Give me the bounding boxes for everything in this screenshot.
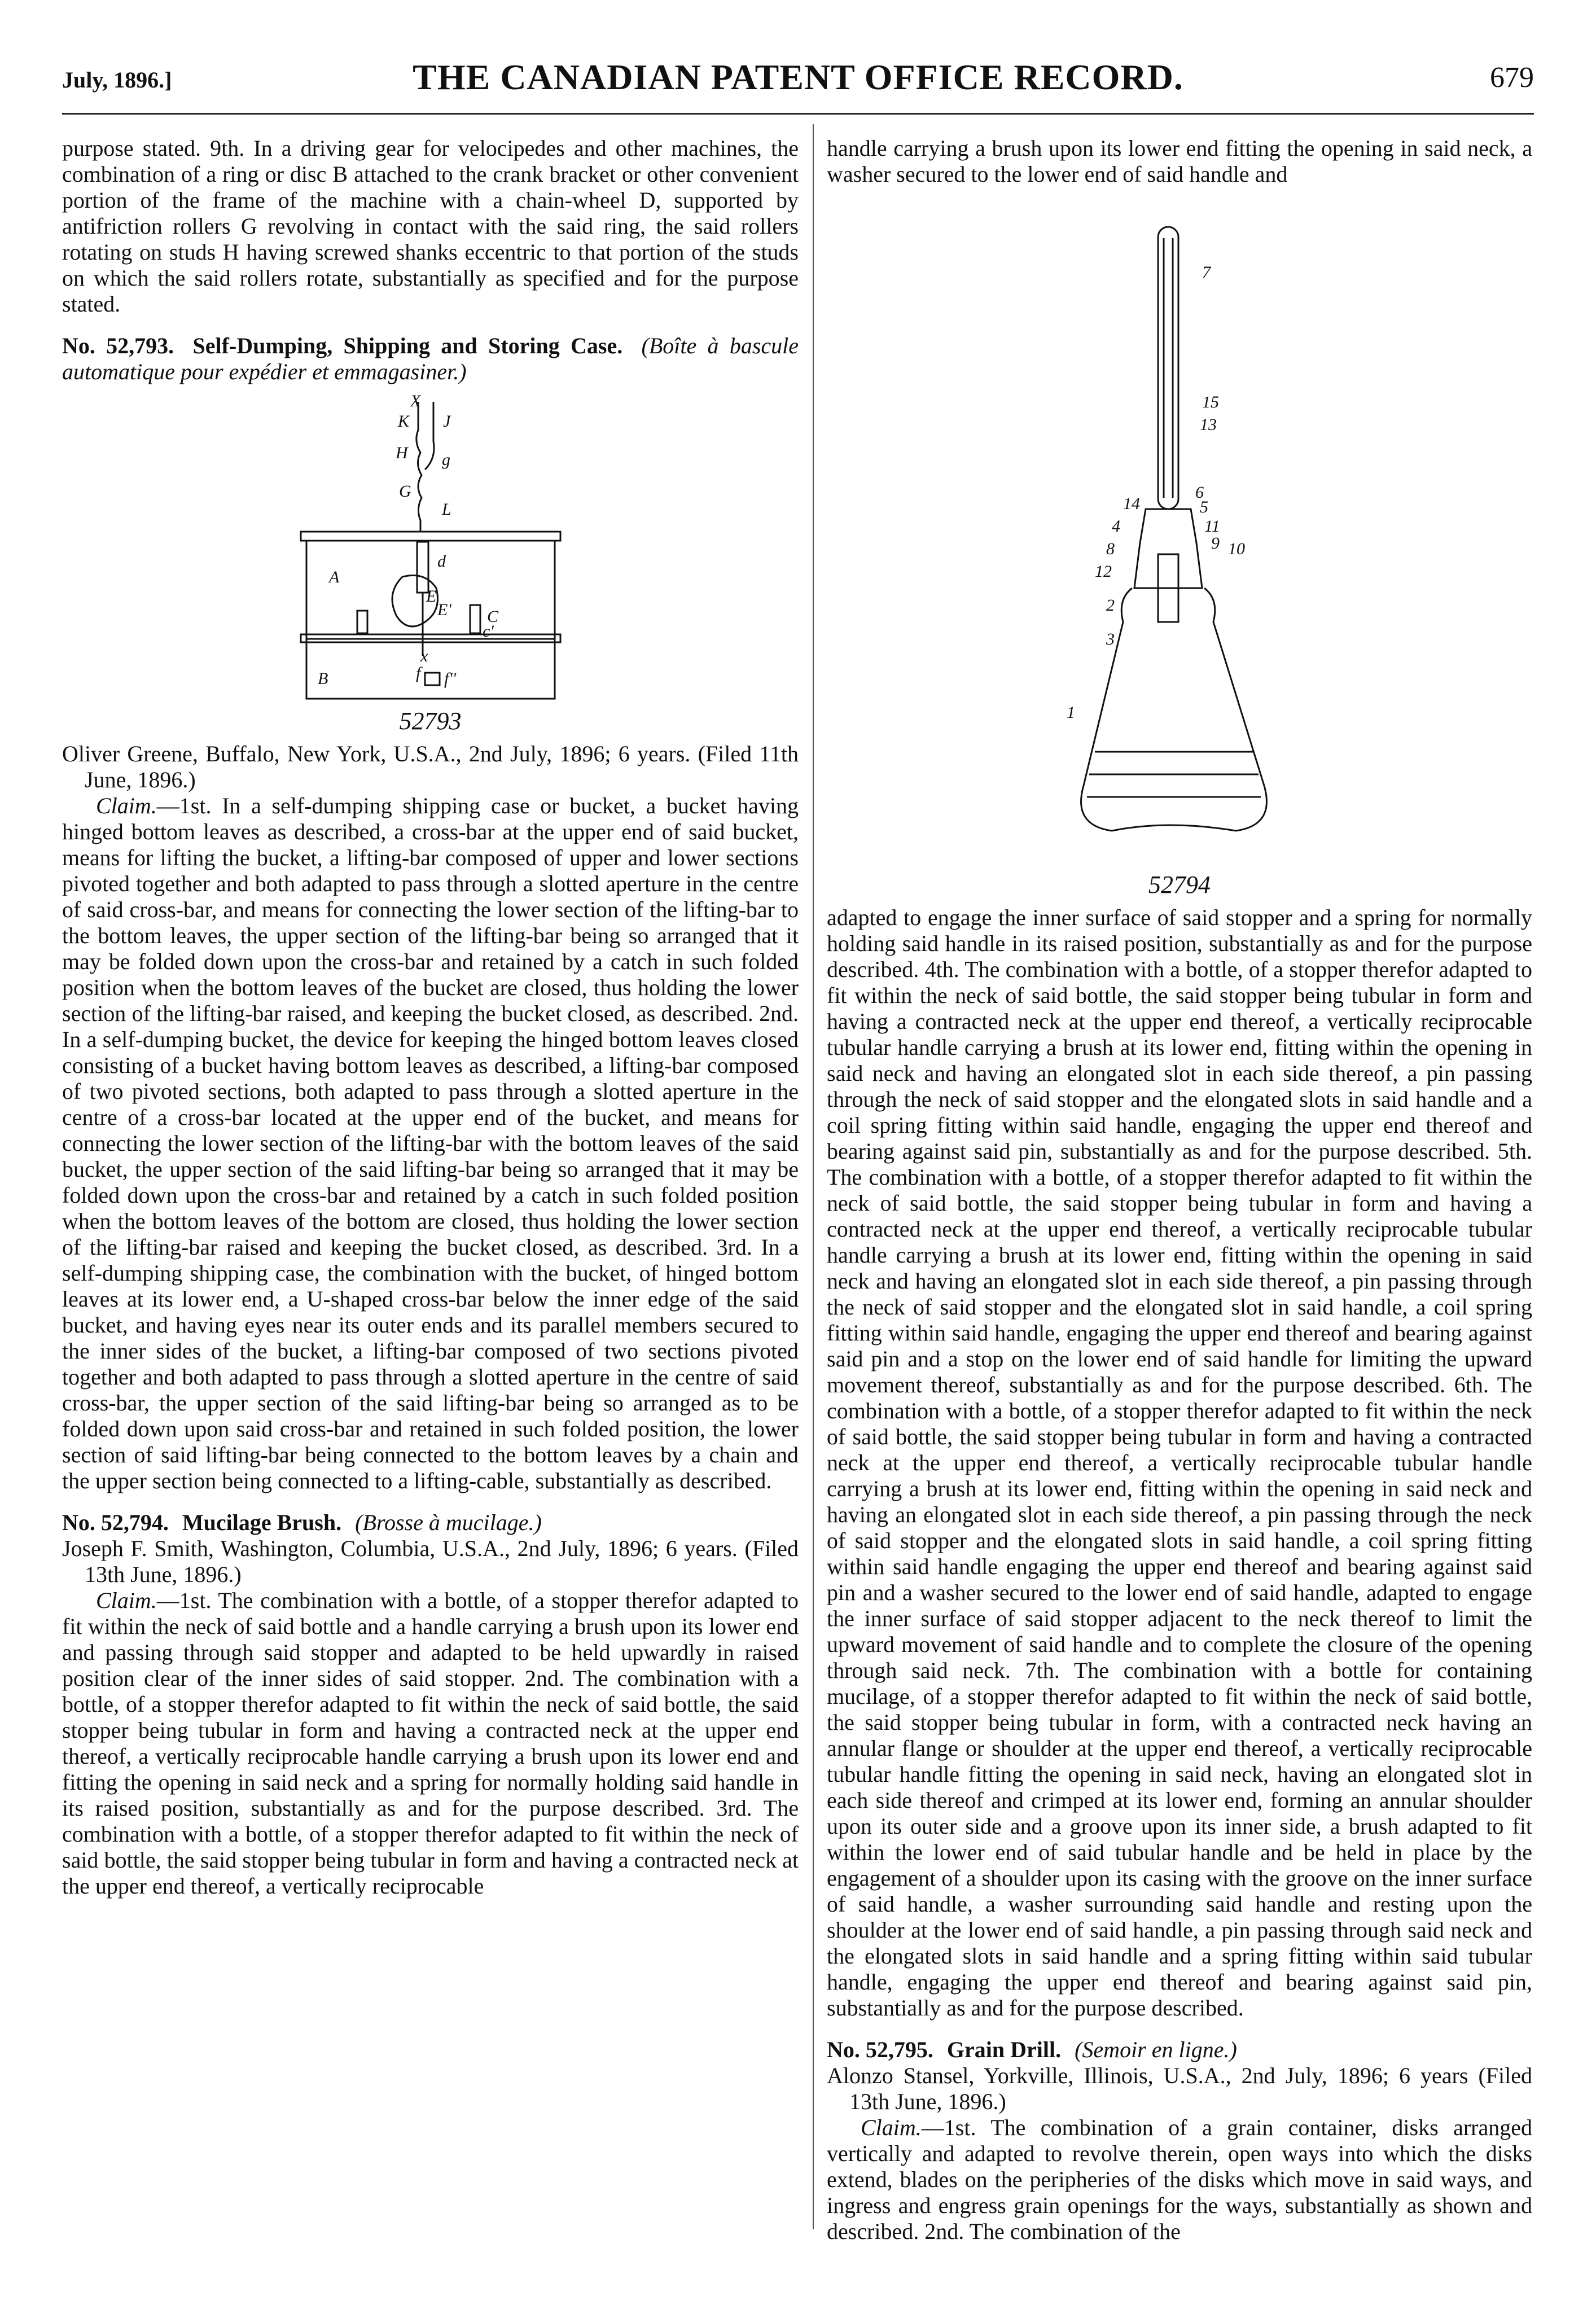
patent-number: No. 52,795. [827,2037,933,2062]
svg-text:A: A [328,568,339,586]
patent-french-title: (Semoir en ligne.) [1075,2037,1237,2062]
figure-52794 [1033,193,1326,899]
patent-french-title: (Boîte à bascule automatique pour expédier et emmagasiner.) [62,333,799,384]
patent-number: No. 52,794. [62,1510,169,1535]
right-column [827,135,1532,2244]
svg-text:13: 13 [1200,415,1217,434]
svg-text:6: 6 [1195,483,1204,502]
column-divider [813,124,814,2229]
claim-paragraph [62,1588,799,1899]
patent-entry-52794-heading [62,1510,799,1536]
patent-title: Mucilage Brush. [182,1510,342,1535]
claim-text: —1st. The combination of a grain container, disks arranged vertically and adapted to revolve therein, open ways into which the disks extend, blades on the peripheries of the disks which move in said ways, and ingress and engress grain openings for the ways, substantially as shown and described. 2nd. The combination of the [827,2115,1532,2244]
svg-text:G: G [398,482,411,501]
page-header [62,56,1534,102]
svg-text:d: d [437,552,446,571]
continued-claim-text: purpose stated. 9th. In a driving gear for velocipedes and other machines, the combination of a ring or disc B attached to the crank bracket or other convenient portion of the frame of the machine with a chain-wheel D, supported by antifriction rollers G revolving in contact with the said ring, the said rollers rotating on studs H having screwed shanks eccentric to that portion of the studs on which the said rollers rotate, substantially as specified and for the purpose stated. [62,135,799,317]
claim-text: —1st. In a self-dumping shipping case or bucket, a bucket having hinged bottom leaves as described, a cross-bar at the upper end of said bucket, means for lifting the bucket, a lifting-bar composed of upper and lower sections pivoted together and both adapted to pass through a slotted aperture in the centre of said cross-bar, and means for connecting the lower section of the lifting-bar to the bottom leaves, the upper section of the lifting-bar being so arranged that it may be folded down upon the cross-bar and retained by a catch in such folded position when the bottom leaves of the bucket are closed, thus holding the lower section of the lifting-bar raised, and keeping the bucket closed, as described. 2nd. In a self-dumping bucket, the device for keeping the hinged bottom leaves closed consisting of a bucket having bottom leaves as described, a lifting-bar composed of two pivoted sections, both adapted to pass through a slotted aperture in the centre of a cross-bar located at the upper end of the bucket, and means for connecting the lower section of the lifting-bar with the bottom leaves of the said bucket, the upper section of the said lifting-bar being so arranged that it may be folded down upon the cross-bar and retained by a catch in such folded position when the bottom leaves of the bottom are closed, thus holding the lower section of the lifting-bar raised and keeping the bucket closed, as described. 3rd. In a self-dumping shipping case, the combination with the bucket, of hinged bottom leaves at its lower end, a U-shaped cross-bar below the inner edge of the said bucket, and having eyes near its outer ends and its parallel members secured to the inner sides of the bucket, a lifting-bar composed of two sections pivoted together and both adapted to pass through a slotted aperture in the centre of said cross-bar, the upper section of the said lifting-bar being so arranged as to be folded down upon said cross-bar and retained in such folded position, the lower section of said lifting-bar being connected to the bottom leaves by a chain and the upper section being connected to a lifting-cable, substantially as described. [62,793,799,1493]
svg-text:1: 1 [1067,703,1075,722]
svg-text:K: K [397,412,409,431]
inventor-line: Oliver Greene, Buffalo, New York, U.S.A., 2nd July, 1896; 6 years. (Filed 11th June, 1896.) [62,741,799,792]
patent-entry-52795-heading [827,2037,1532,2063]
bucket-drawing [273,391,589,707]
claim-paragraph [62,793,799,1494]
svg-text:f: f [415,664,420,682]
svg-text:4: 4 [1112,517,1120,536]
svg-text:H: H [395,444,408,462]
svg-text:15: 15 [1202,393,1219,411]
svg-text:C: C [486,607,498,626]
svg-text:E': E' [437,601,451,619]
svg-text:f'': f'' [444,669,456,688]
claim-paragraph [827,2115,1532,2245]
header-page-number: 679 [1490,62,1534,94]
claim-label: Claim. [96,1588,157,1613]
figure-caption: 52794 [1148,871,1211,899]
left-column [62,135,799,2224]
claim-text: —1st. The combination with a bottle, of a stopper therefor adapted to fit within the neck of said bottle and a handle carrying a brush upon its lower end and passing through said stopper and adapted to be held upwardly in raised position clear of the inner sides of said stopper. 2nd. The combination with a bottle, of a stopper therefor adapted to fit within the neck of said bottle, the said stopper being tubular in form and having a contracted neck at the upper end thereof, a vertically reciprocable handle carrying a brush upon its lower end and fitting the opening in said neck and a spring for normally holding said handle in its raised position, substantially as and for the purpose described. 3rd. The combination with a bottle, of a stopper therefor adapted to fit within the neck of said bottle, the said stopper being tubular in form and having a contracted neck at the upper end thereof, a vertically reciprocable [62,1588,799,1899]
bottle-brush-drawing [1033,193,1326,870]
svg-text:5: 5 [1200,498,1208,516]
svg-text:X: X [410,392,420,410]
continued-claim-text: handle carrying a brush upon its lower end fitting the opening in said neck, a washer secured to the lower end of said handle and [827,135,1532,187]
svg-text:B: B [317,669,328,688]
inventor-line: Alonzo Stansel, Yorkville, Illinois, U.S.A., 2nd July, 1896; 6 years (Filed 13th June, 1896.) [827,2063,1532,2114]
continued-claim-text: adapted to engage the inner surface of said stopper and a spring for normally holding said handle in its raised position, substantially as and for the purpose described. 4th. The combination with a bottle, of a stopper therefor adapted to fit within the neck of said bottle, the said stopper being tubular in form and having a contracted neck at the upper end thereof, a vertically reciprocable tubular handle carrying a brush at its lower end, fitting within the opening in said neck and having an elongated slot in each side thereof, a pin passing through the neck of said stopper and the elongated slots in said handle and a coil spring fitting within said handle, engaging the upper end thereof and bearing against said pin, substantially as and for the purpose described. 5th. The combination with a bottle, of a stopper therefor adapted to fit within the neck of said bottle, the said stopper being tubular in form and having a contracted neck at the upper end thereof, a vertically reciprocable tubular handle carrying a brush at its lower end, fitting within the opening in said neck and having an elongated slot in each side thereof, a pin passing through the neck of said stopper and the elongated slot in said handle, a coil spring fitting within said handle, engaging the upper end thereof and bearing against said pin and a stop on the lower end of said handle for limiting the upward movement thereof, substantially as and for the purpose described. 6th. The combination with a bottle, of a stopper therefor adapted to fit within the neck of said bottle, the said stopper being tubular in form and having a contracted neck at the upper end thereof, a vertically reciprocable tubular handle carrying a brush at its lower end, fitting within the opening in said neck and having an elongated slot in each side thereof, a pin passing through the neck of said stopper and the elongated slots in said handle, a coil spring fitting within said handle engaging the upper end thereof and bearing against said pin and a washer secured to the lower end of said handle, adapted to engage the inner surface of said stopper adjacent to the neck thereof to limit the upward movement of said handle and to complete the closure of the opening through said neck. 7th. The combination with a bottle for containing mucilage, of a stopper therefor adapted to fit within the neck of said bottle, the said stopper being tubular in form, with a contracted neck having an annular flange or shoulder at the upper end thereof, a vertically reciprocable tubular handle fitting the opening in said neck, having an elongated slot in each side thereof and crimped at its lower end, forming an annular shoulder upon its outer side and a groove upon its inner side, a brush adapted to fit within the lower end of said tubular handle and be held in place by the engagement of a shoulder upon its casing with the groove on the inner surface of said handle, a washer surrounding said handle and resting upon the shoulder at the lower end of said handle, a pin passing through said neck and the elongated slots in said handle and a spring fitting within said tubular handle, engaging the upper end thereof and bearing against said pin, substantially as and for the purpose described. [827,905,1532,2021]
patent-entry-52793-heading [62,333,799,385]
claim-label: Claim. [861,2115,922,2140]
svg-text:g: g [441,450,450,469]
patent-title: Grain Drill. [946,2037,1062,2062]
header-title: THE CANADIAN PATENT OFFICE RECORD. [413,57,1183,97]
svg-text:14: 14 [1123,494,1140,513]
svg-text:10: 10 [1228,540,1245,558]
svg-text:9: 9 [1211,534,1220,553]
svg-text:12: 12 [1095,562,1112,581]
svg-text:8: 8 [1106,540,1115,558]
svg-text:L: L [441,500,451,519]
svg-text:11: 11 [1204,517,1220,536]
header-rule [62,113,1534,115]
patent-title: Self-Dumping, Shipping and Storing Case. [192,333,623,358]
svg-text:7: 7 [1202,263,1211,282]
svg-text:c': c' [482,622,494,641]
claim-label: Claim. [96,793,157,818]
svg-text:2: 2 [1106,596,1115,615]
svg-text:3: 3 [1106,630,1115,648]
figure-caption: 52793 [399,707,462,735]
svg-text:x: x [420,647,428,665]
figure-52793 [273,391,589,735]
patent-french-title: (Brosse à mucilage.) [355,1510,542,1535]
header-date: July, 1896.] [62,67,172,93]
svg-text:J: J [442,412,450,431]
patent-number: No. 52,793. [62,333,174,358]
svg-text:E: E [426,587,436,606]
inventor-line: Joseph F. Smith, Washington, Columbia, U.S.A., 2nd July, 1896; 6 years. (Filed 13th June, 1896.) [62,1536,799,1587]
